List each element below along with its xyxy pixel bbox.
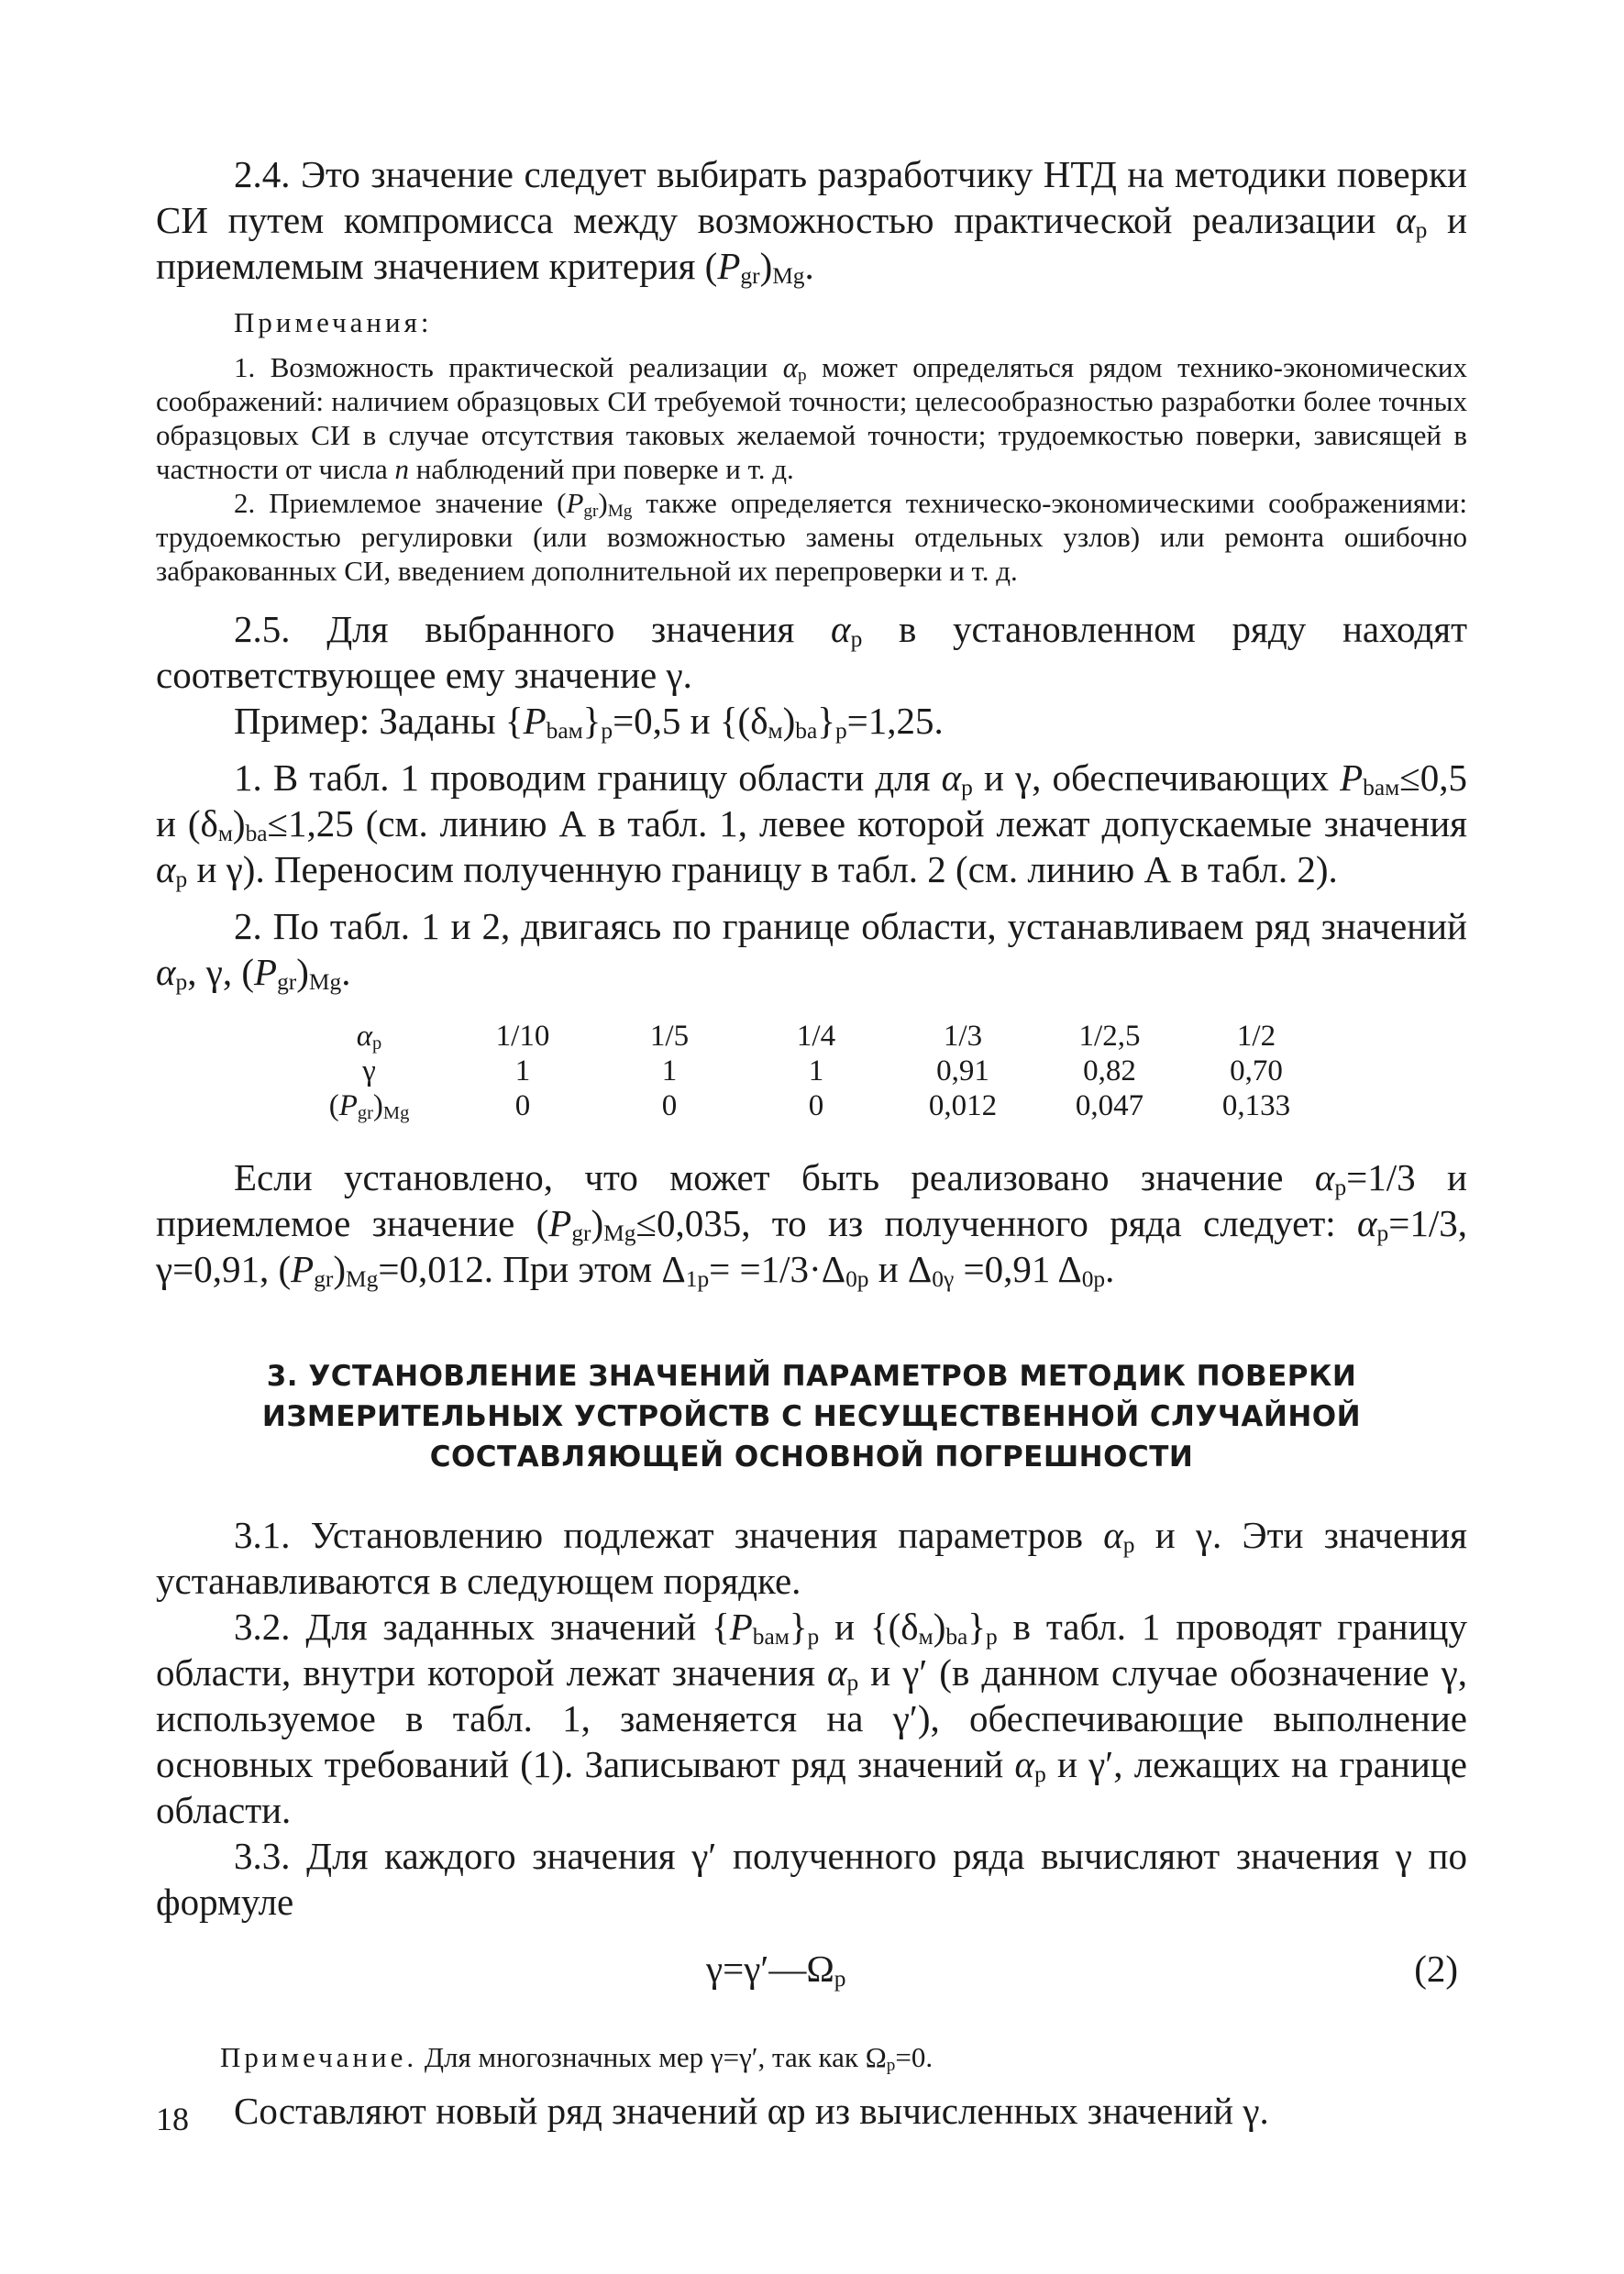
row-label: $(P_{gr})_{Mg}$ <box>328 1088 410 1123</box>
page-body <box>156 151 1467 2134</box>
table-cell: 1 <box>514 1054 531 1087</box>
table-row <box>289 1054 1330 1088</box>
table-cell: 0,133 <box>1221 1088 1291 1122</box>
paragraph-3-1: 3.1. Установлению подлежат значения параметров $\alpha_р$ и γ. Эти значения устанавливаются в следующем порядке. <box>156 1514 1467 1602</box>
formula-expression: $\gamma=\gamma'—\Omega_р$ <box>706 1948 846 1993</box>
table-cell: 0,91 <box>936 1054 989 1087</box>
table-cell: 0,70 <box>1230 1054 1283 1087</box>
table-cell: 1/4 <box>796 1019 836 1053</box>
table-cell: 1 <box>808 1054 824 1087</box>
paragraph-if: Если установлено, что может быть реализовано значение $\alpha_р=1/3$ и приемлемое значение $(P_{gr})_{Mg}\le 0,035$, то из полученного ряда следует: $\alpha_р=1/3$, γ=0,91, $(P_{gr})_{Mg}=0,012$. При этом $\Delta_{1р}= =1/3\cdot\Delta_{0р}$ и $\Delta_{0\gamma} =0,91$ $\Delta_{0р}$. <box>156 1156 1467 1293</box>
table-cell: 0,047 <box>1075 1088 1144 1122</box>
formula-2 <box>156 1947 1467 2002</box>
table-cell: 1/3 <box>943 1019 983 1053</box>
table-row <box>289 1019 1330 1054</box>
paragraph-2-4: 2.4. Это значение следует выбирать разработчику НТД на методики поверки СИ путем компромисса между возможностью практической реализации $\alpha_р$ и приемлемым значением критерия $(P_{gr})_{Mg}$. <box>156 153 1467 290</box>
table-row <box>289 1088 1330 1123</box>
section-3-title: 3. УСТАНОВЛЕНИЕ ЗНАЧЕНИЙ ПАРАМЕТРОВ МЕТОДИК ПОВЕРКИ ИЗМЕРИТЕЛЬНЫХ УСТРОЙСТВ С НЕСУЩЕСТВЕННОЙ СЛУЧАЙНОЙ СОСТАВЛЯЮЩЕЙ ОСНОВНОЙ ПОГРЕШНОСТИ <box>261 1360 1362 1474</box>
note-1: 1. Возможность практической реализации $\alpha_р$ может определяться рядом технико-экономических соображений: наличием образцовых СИ требуемой точности; целесообразностью разработки более точных образцовых СИ в случае отсутствия таковых желаемой точности; трудоемкостью поверки, зависящей в частности от числа n наблюдений при поверке и т. д. <box>156 351 1467 485</box>
table-cell: 1/5 <box>649 1019 690 1053</box>
paragraph-3-2: 3.2. Для заданных значений $\{P_{baм}\}_р$ и $\{(\delta_м)_{ba}\}_р$ в табл. 1 проводят границу области, внутри которой лежат значения $\alpha_р$ и γ′ (в данном случае обозначение γ, используемое в табл. 1, заменяется на γ′), обеспечивающие выполнение основных требований (1). Записывают ряд значений $\alpha_р$ и γ′, лежащих на границе области. <box>156 1606 1468 1831</box>
table-cell: 0,012 <box>928 1088 998 1122</box>
table-cell: 0 <box>808 1088 824 1122</box>
table-cell: 1/10 <box>495 1019 550 1053</box>
table-cell: 1 <box>661 1054 678 1087</box>
table-cell: 1/2 <box>1236 1019 1276 1053</box>
note-multivalued: Примечание. Для многозначных мер γ=γ′, так как $\Omega_р=0$. <box>220 2041 934 2075</box>
paragraph-3-3: 3.3. Для каждого значения γ′ полученного ряда вычисляют значения γ по формуле <box>156 1835 1467 1923</box>
note-2: 2. Приемлемое значение $(P_{gr})_{Mg}$ также определяется техническо-экономическими соображениями: трудоемкостью регулировки (или возможностью замены отдельных узлов) или ремонта ошибочно забракованных СИ, введением дополнительной их перепроверки и т. д. <box>156 487 1467 587</box>
example-line: Пример: Заданы $\{P_{baм}\}_р=0,5$ и $\{(\delta_м)_{ba}\}_р=1,25$. <box>234 700 944 745</box>
table-cell: 0 <box>661 1088 678 1122</box>
formula-number: (2) <box>1414 1948 1458 1990</box>
step-1: 1. В табл. 1 проводим границу области для $\alpha_р$ и γ, обеспечивающих $P_{baм}\le 0,5$ и $(\delta_м)_{ba}\le 1,25$ (см. линию А в табл. 1, левее которой лежат допускаемые значения $\alpha_р$ и γ). Переносим полученную границу в табл. 2 (см. линию А в табл. 2). <box>156 756 1468 893</box>
step-2: 2. По табл. 1 и 2, двигаясь по границе области, устанавливаем ряд значений $\alpha_р$, γ, $(P_{gr})_{Mg}$. <box>156 905 1467 996</box>
paragraph-final: Составляют новый ряд значений αр из вычисленных значений γ. <box>234 2090 1269 2132</box>
paragraph-2-5: 2.5. Для выбранного значения $\alpha_р$ в установленном ряду находят соответствующее ему значение γ. <box>156 608 1467 696</box>
row-label: $\alpha_р$ <box>356 1019 382 1054</box>
notes-title: Примечания: <box>234 306 433 338</box>
table-cell: 0,82 <box>1083 1054 1136 1087</box>
page-number: 18 <box>156 2101 189 2137</box>
row-label: γ <box>362 1054 376 1087</box>
table-cell: 0 <box>514 1088 531 1122</box>
table-cell: 1/2,5 <box>1078 1019 1141 1053</box>
series-table <box>289 1019 1330 1123</box>
